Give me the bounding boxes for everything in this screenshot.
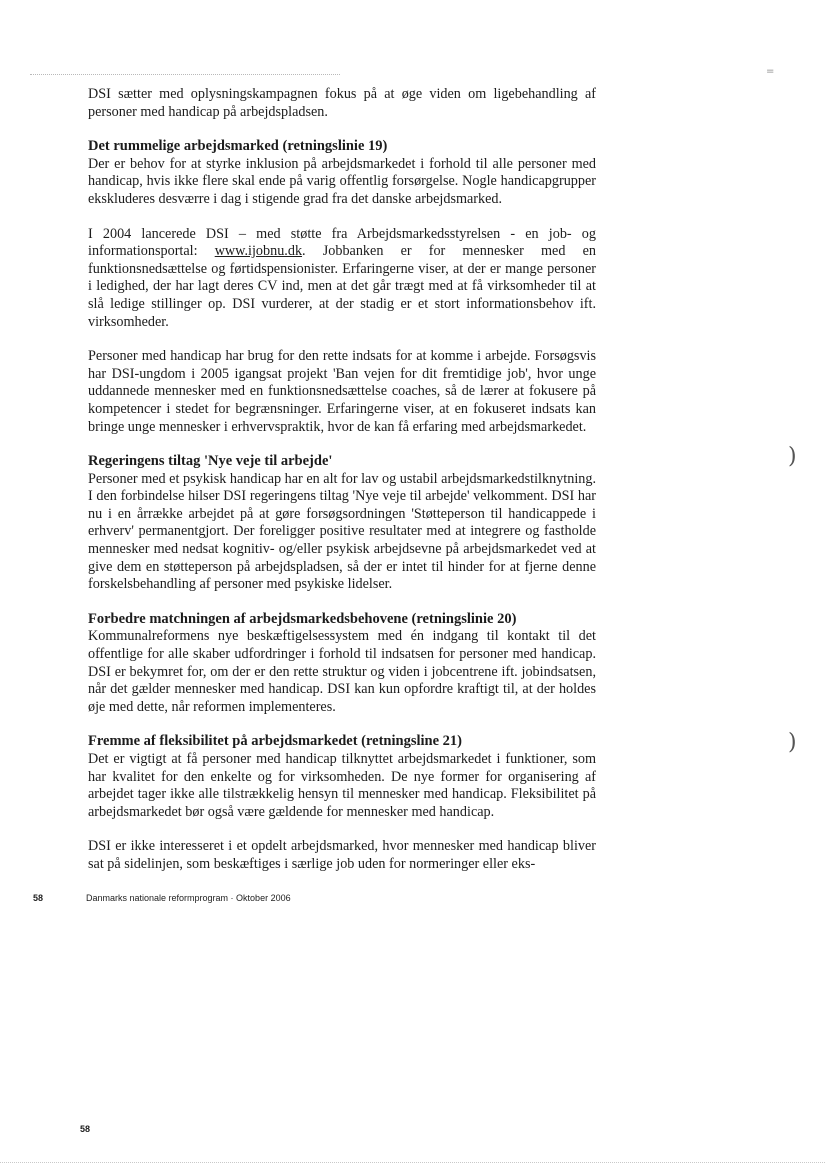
bottom-page-number: 58 (80, 1124, 91, 1134)
footer-page-number: 58 (33, 893, 44, 903)
paragraph: DSI er ikke interesseret i et opdelt arbejdsmarked, hvor mennesker med handicap bliver sat på sidelinjen, som beskæftiges i særlige job uden for normeringer eller eks- (88, 838, 596, 872)
paragraph: Kommunalreformens nye beskæftigelsessystem med én indgang til kontakt til det offentlige for alle skaber udfordringer i forhold til indsatsen for personer med handicap. DSI er bekymret for, om der er den rette struktur og viden i jobcentrene ift. jobindsatsen, når det gælder mennesker med handicap. DSI kan kun opfordre kraftigt til, at der holdes øje med dette, når reformen implementeres. (88, 628, 596, 715)
section-heading: Regeringens tiltag 'Nye veje til arbejde' (88, 453, 333, 470)
paragraph: Personer med et psykisk handicap har en alt for lav og ustabil arbejdsmarkedstilknytning. I den forbindelse hilser DSI regeringens tiltag 'Nye veje til arbejde' velkomment. DSI har nu i en årrække arbejdet på at gøre forsøgsordningen 'Støtteperson til handicappede i erhverv' permanentgjort. Der foreligger positive resultater med at integrere og fastholde mennesker med nedsat kognitiv- og/eller psykisk arbejdsevne på arbejdsmarkedet ved at give dem en støtteperson på arbejdspladsen, så der er intet til hinder for at fjerne denne forskelsbehandling af personer med psykiske lidelser. (88, 470, 596, 593)
paragraph-text: I 2004 lancerede DSI – med støtte fra Arbejdsmarkedsstyrelsen - en job- og informationsportal: (88, 225, 596, 260)
scan-bracket: ) (788, 730, 797, 755)
paragraph-2004 (88, 226, 596, 332)
paragraph: Der er behov for at styrke inklusion på arbejdsmarkedet i forhold til alle personer med handicap, hvis ikke flere skal ende på varig offentlig forsørgelse. Nogle handicapgrupper ekskluderes desværre i dag i stigende grad fra det danske arbejdsmarked. (88, 155, 596, 207)
paragraph: Det er vigtigt at få personer med handicap tilknyttet arbejdsmarkedet i funktioner, som har kvalitet for den enkelte og for virksomheden. De nye former for organisering af arbejdet tager ikke alle tilstrækkelig hensyn til mennesker med handicap. Fleksibilitet på arbejdsmarkedet bør også være gældende for mennesker med handicap. (88, 751, 596, 820)
scan-artifact-bottom (0, 1162, 825, 1163)
scan-artifact-top (30, 74, 340, 75)
section-heading: Det rummelige arbejdsmarked (retningslinie 19) (88, 138, 388, 155)
paragraph: Personer med handicap har brug for den rette indsats for at komme i arbejde. Forsøgsvis har DSI-ungdom i 2005 igangsat projekt 'Ban vejen for dit fremtidige job', hvor unge uddannede mennesker med en funktionsnedsættelse coaches, så de lærer at fokusere på kompetencer i stedet for begrænsninger. Erfaringerne viser, at en fokuseret indsats kan bringe unge mennesker i erhvervspraktik, hvor de kan få erfaring med arbejdsmarkedet. (88, 348, 596, 435)
scan-bracket: ) (788, 444, 797, 469)
document-body (88, 86, 596, 891)
scan-mark: = (766, 66, 775, 77)
intro-paragraph: DSI sætter med oplysningskampagnen fokus på at øge viden om ligebehandling af personer med handicap på arbejdspladsen. (88, 86, 596, 120)
paragraph-text: . Jobbanken er for mennesker med en funktionsnedsættelse og førtidspensionister. Erfaringerne viser, at der er mange personer i ledighed, der har lagt deres CV ind, men at det går trægt med at få virksomheder til at slå ledige stillinger op. DSI vurderer, at der stadig er et stort informationsbehov ift. virksomheder. (88, 243, 596, 330)
section-heading: Fremme af fleksibilitet på arbejdsmarkedet (retningsline 21) (88, 733, 462, 750)
footer-title: Danmarks nationale reformprogram · Oktober 2006 (86, 893, 291, 903)
section-heading: Forbedre matchningen af arbejdsmarkedsbehovene (retningslinie 20) (88, 610, 517, 627)
portal-link[interactable]: www.ijobnu.dk (214, 243, 303, 260)
